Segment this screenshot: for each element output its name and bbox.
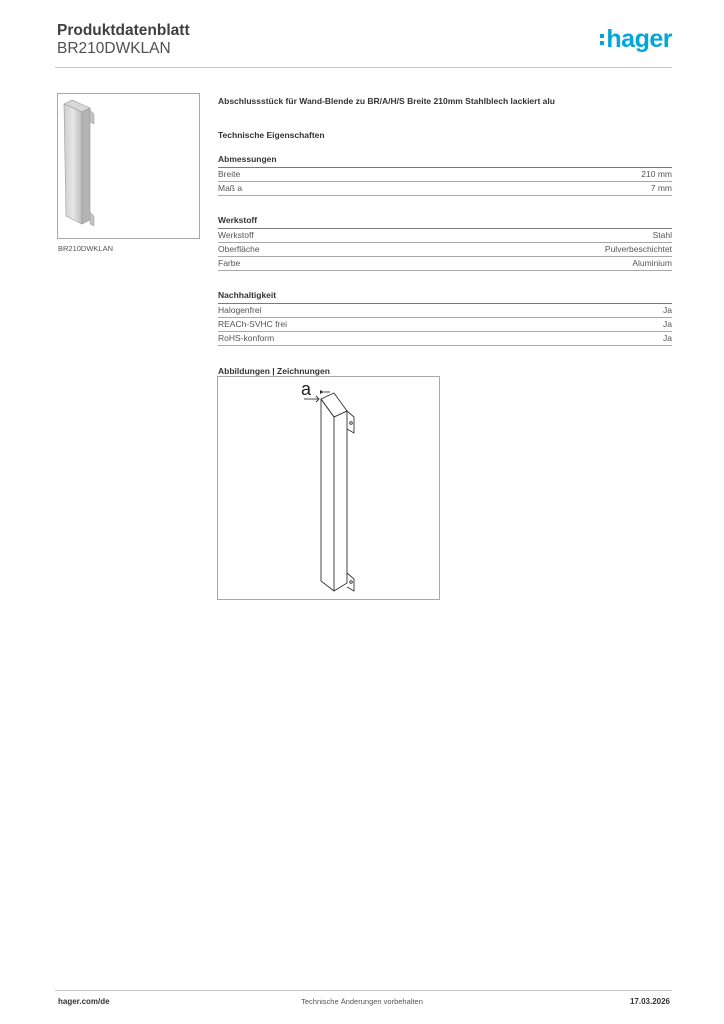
table-row [218, 182, 672, 196]
footer-website: hager.com/de [58, 997, 110, 1006]
footer-date: 17.03.2026 [629, 997, 670, 1006]
table-row [218, 257, 672, 271]
table-row [218, 332, 672, 346]
product-image-caption: BR210DWKLAN [58, 244, 114, 253]
footer-divider [55, 990, 672, 991]
product-details [218, 96, 672, 376]
product-image [57, 93, 200, 239]
row-value: Ja [663, 319, 672, 329]
page-title: Produktdatenblatt [57, 22, 190, 39]
product-code: BR210DWKLAN [57, 40, 171, 57]
row-label: RoHS-konform [218, 333, 275, 343]
row-label: Oberfläche [218, 244, 260, 254]
drawing-svg [218, 377, 439, 599]
row-value: 210 mm [641, 169, 672, 179]
drawings-heading: Abbildungen | Zeichnungen [218, 366, 330, 376]
table-row [218, 229, 672, 243]
table-row [218, 243, 672, 257]
header-divider [55, 67, 672, 68]
row-value: 7 mm [650, 183, 672, 193]
row-label: Maß a [218, 183, 243, 193]
row-label: REACh-SVHC frei [218, 319, 287, 329]
section-abmessungen [218, 154, 672, 196]
row-label: Breite [218, 169, 241, 179]
row-value: Ja [663, 333, 672, 343]
logo-text: hager [606, 25, 672, 53]
row-value: Ja [663, 305, 672, 315]
logo-dots-icon [600, 31, 604, 48]
section-heading: Nachhaltigkeit [218, 290, 672, 304]
tech-properties-heading: Technische Eigenschaften [218, 130, 325, 140]
row-value: Stahl [652, 230, 672, 240]
technical-drawing [217, 376, 440, 600]
section-werkstoff [218, 215, 672, 271]
row-label: Halogenfrei [218, 305, 262, 315]
section-nachhaltigkeit [218, 290, 672, 346]
row-value: Aluminium [632, 258, 672, 268]
row-label: Farbe [218, 258, 241, 268]
row-label: Werkstoff [218, 230, 254, 240]
section-heading: Abmessungen [218, 154, 672, 168]
row-value: Pulverbeschichtet [604, 244, 672, 254]
footer-notice: Technische Änderungen vorbehalten [301, 997, 423, 1006]
product-thumbnail-icon [58, 94, 199, 238]
table-row [218, 168, 672, 182]
hager-logo [600, 27, 672, 52]
table-row [218, 318, 672, 332]
section-heading: Werkstoff [218, 215, 672, 229]
dimension-label: a [301, 379, 312, 399]
product-description: Abschlussstück für Wand-Blende zu BR/A/H/S Breite 210mm Stahlblech lackiert alu [218, 96, 555, 106]
table-row [218, 304, 672, 318]
